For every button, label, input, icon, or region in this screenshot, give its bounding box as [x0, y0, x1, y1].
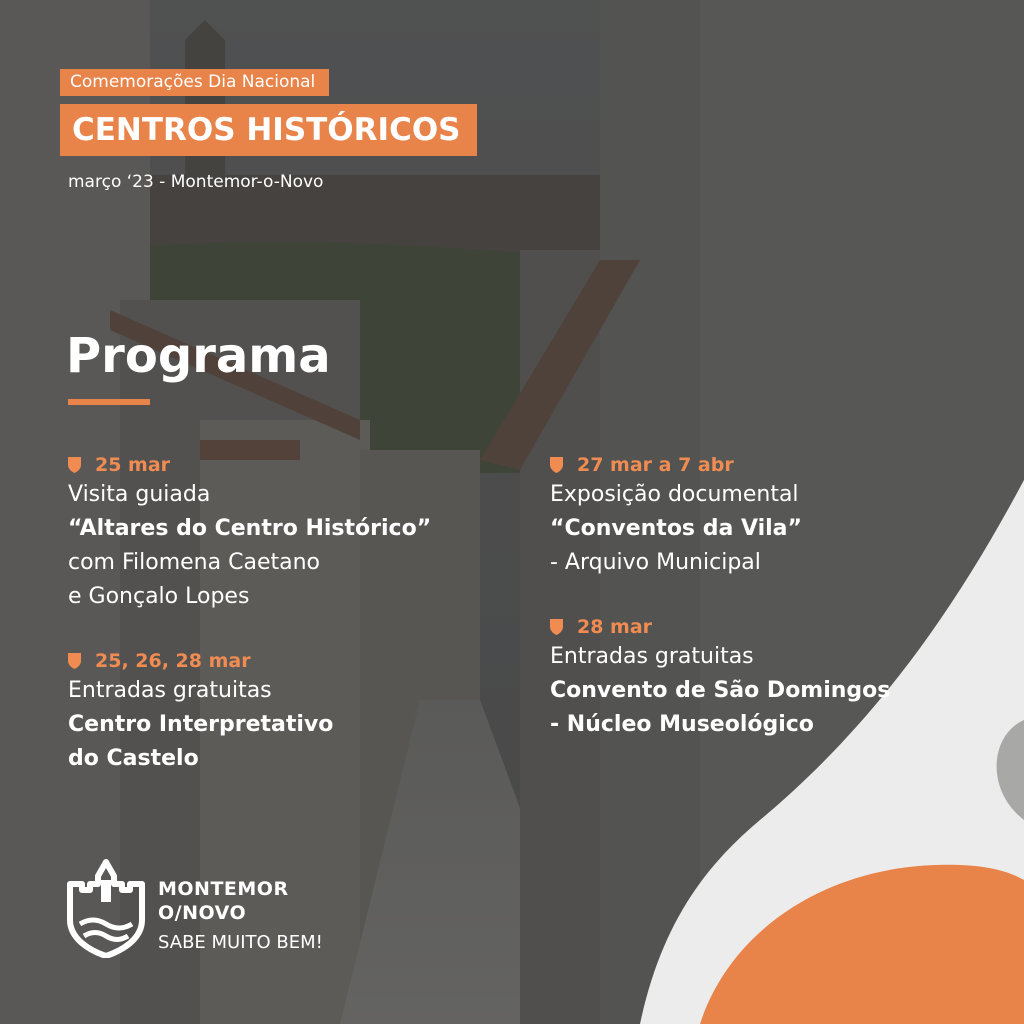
event-date: [68, 452, 498, 478]
pre-title-banner: Comemorações Dia Nacional: [60, 69, 329, 96]
event-line: Exposição documental: [550, 482, 799, 507]
event-line: e Gonçalo Lopes: [68, 584, 250, 609]
title-banner: CENTROS HISTÓRICOS: [60, 104, 477, 156]
heading-underline: [68, 399, 150, 405]
event-27-mar-7-abr: [550, 452, 980, 580]
event-line: Entradas gratuitas: [550, 644, 754, 669]
logo-name-line2: O/NOVO: [158, 902, 247, 924]
event-line: Entradas gratuitas: [68, 678, 272, 703]
event-line: Visita guiada: [68, 482, 211, 507]
event-line: do Castelo: [68, 746, 199, 771]
subtitle: março ‘23 - Montemor-o-Novo: [68, 172, 324, 192]
event-line: - Núcleo Museológico: [550, 712, 814, 737]
castle-shield-icon: [66, 858, 146, 958]
event-date-label: 25, 26, 28 mar: [95, 650, 251, 672]
event-line: - Arquivo Municipal: [550, 550, 761, 575]
event-25-26-28-mar: [68, 648, 498, 776]
event-date: [68, 648, 498, 674]
program-heading: Programa: [66, 328, 331, 384]
event-date: [550, 452, 980, 478]
event-line: Centro Interpretativo: [68, 712, 334, 737]
event-line: Convento de São Domingos: [550, 678, 891, 703]
logo-name-line1: MONTEMOR: [158, 878, 289, 900]
event-line: com Filomena Caetano: [68, 550, 320, 575]
shield-icon: [68, 653, 81, 669]
logo-slogan: SABE MUITO BEM!: [158, 932, 323, 953]
event-line: “Altares do Centro Histórico”: [68, 516, 432, 541]
event-date-label: 27 mar a 7 abr: [577, 454, 734, 476]
event-date-label: 25 mar: [95, 454, 171, 476]
event-25-mar: [68, 452, 498, 614]
event-date-label: 28 mar: [577, 616, 653, 638]
shield-icon: [550, 619, 563, 635]
event-date: [550, 614, 980, 640]
event-line: “Conventos da Vila”: [550, 516, 802, 541]
event-28-mar: [550, 614, 980, 742]
shield-icon: [68, 457, 81, 473]
shield-icon: [550, 457, 563, 473]
